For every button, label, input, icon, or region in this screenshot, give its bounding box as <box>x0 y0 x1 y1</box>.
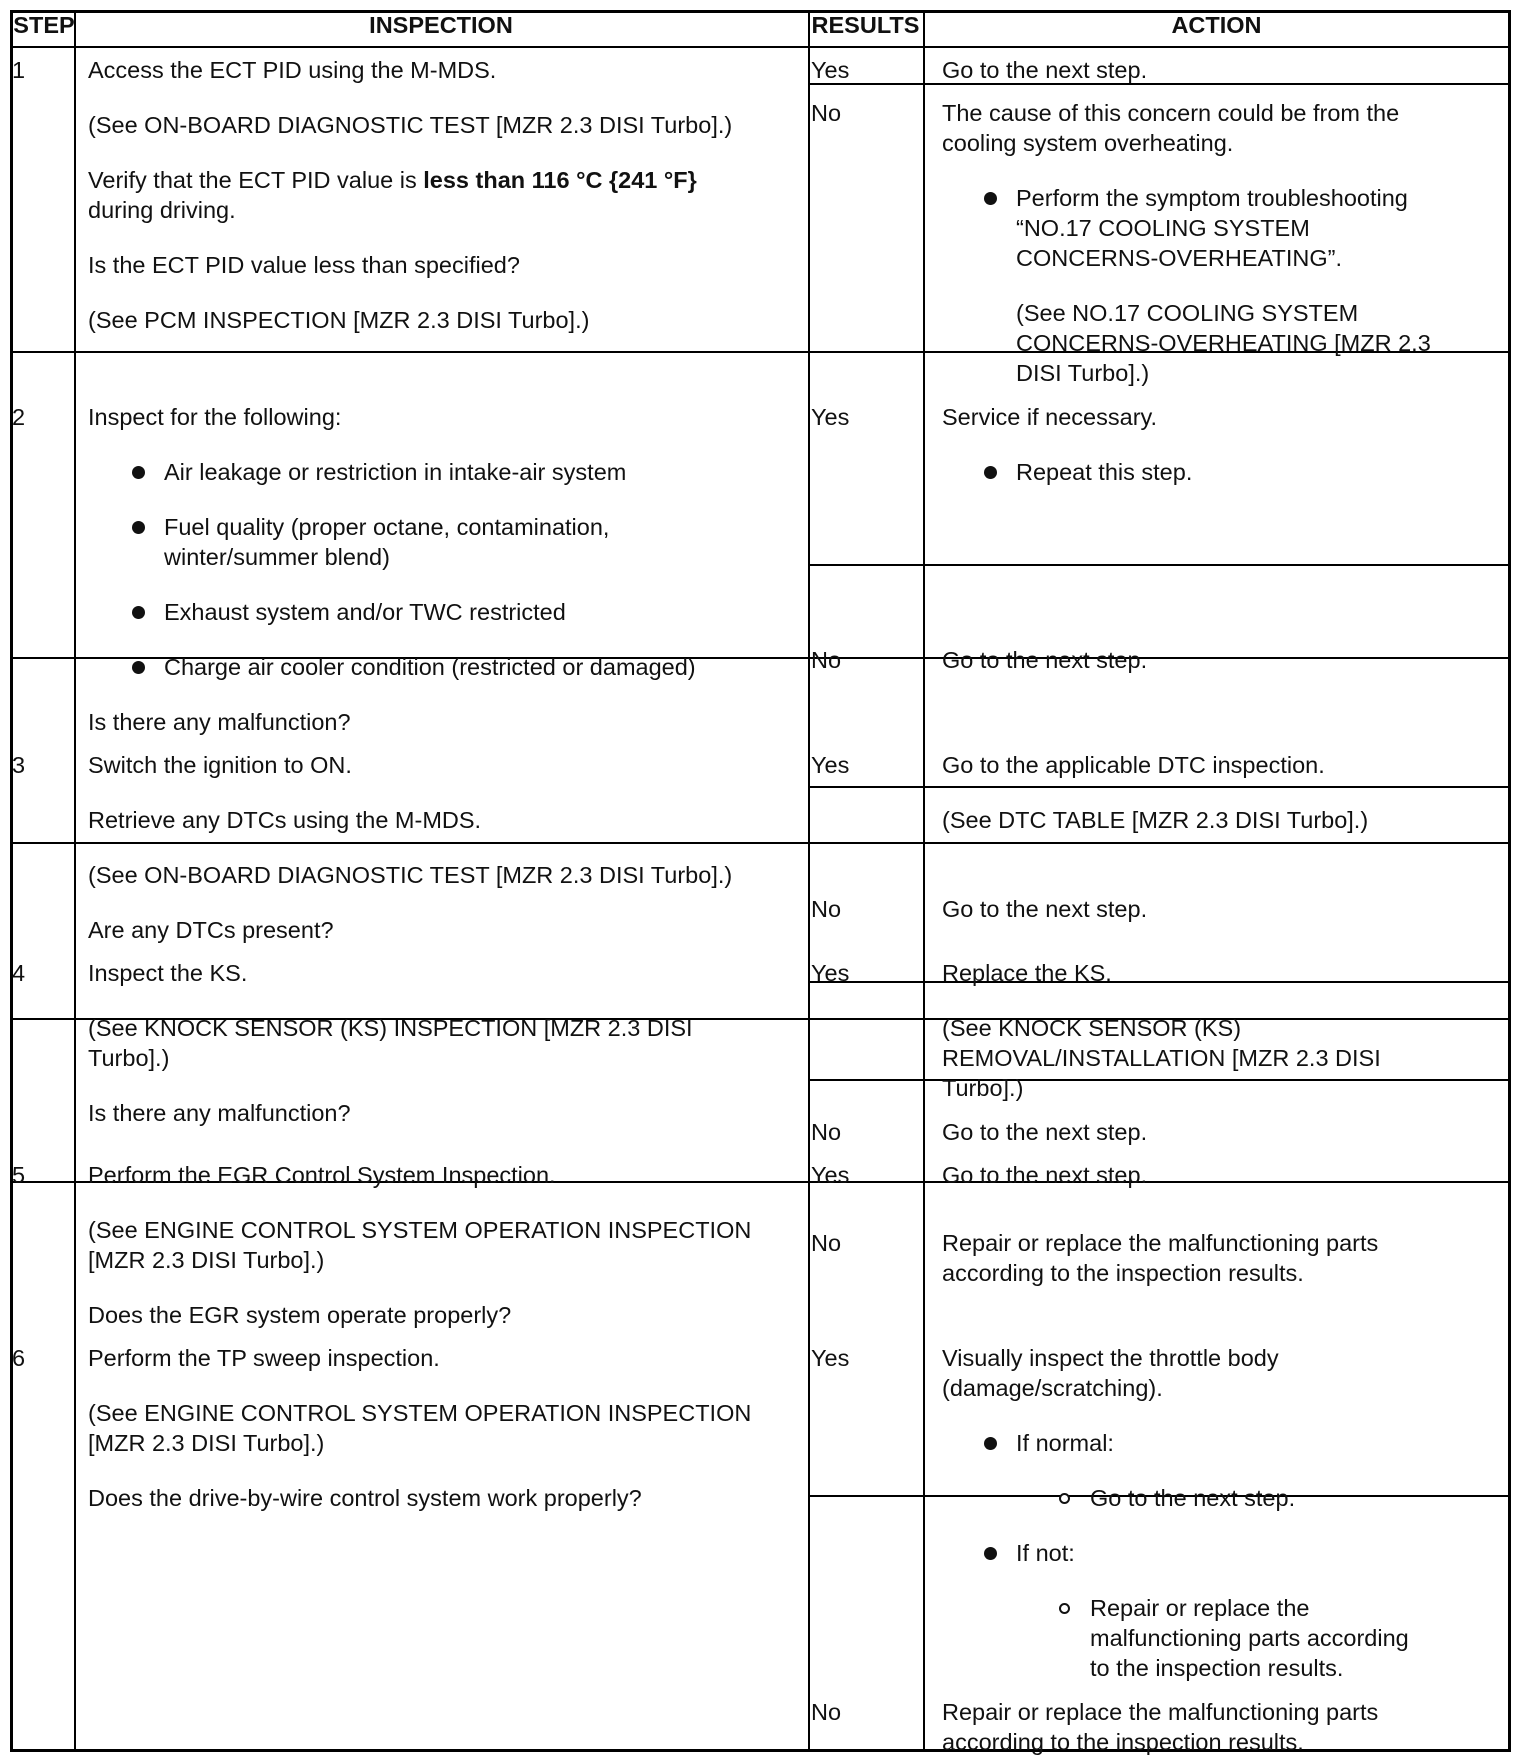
action-reference: (See DTC TABLE [MZR 2.3 DISI Turbo].) <box>942 807 1369 833</box>
inspection-text: winter/summer blend) <box>164 544 390 570</box>
inspection-reference: (See ENGINE CONTROL SYSTEM OPERATION INSPECTION <box>88 1217 752 1243</box>
inspection-reference: (See KNOCK SENSOR (KS) INSPECTION [MZR 2.3 DISI <box>88 1015 693 1041</box>
header-results: RESULTS <box>811 12 920 38</box>
inspection-text: Retrieve any DTCs using the M-MDS. <box>88 807 482 833</box>
step-number: 1 <box>12 57 26 83</box>
header-step: STEP <box>13 12 75 38</box>
inspection-reference: [MZR 2.3 DISI Turbo].) <box>88 1430 325 1456</box>
action-text: Replace the KS. <box>942 960 1112 986</box>
inspection-reference: [MZR 2.3 DISI Turbo].) <box>88 1247 325 1273</box>
action-text: (damage/scratching). <box>942 1375 1163 1401</box>
result-yes: Yes <box>811 1345 850 1371</box>
action-reference: Turbo].) <box>942 1075 1024 1101</box>
action-text: Visually inspect the throttle body <box>942 1345 1279 1371</box>
grid-line <box>923 13 925 1749</box>
action-bullet: If normal: <box>980 1428 1114 1458</box>
result-yes: Yes <box>811 752 850 778</box>
action-text: Go to the next step. <box>942 647 1148 673</box>
header-inspection: INSPECTION <box>369 12 513 38</box>
inspection-question: Does the EGR system operate properly? <box>88 1302 512 1328</box>
inspection-question: Is there any malfunction? <box>88 1100 351 1126</box>
step-number: 3 <box>12 752 26 778</box>
result-no: No <box>811 1119 842 1145</box>
result-yes: Yes <box>811 404 850 430</box>
inspection-reference: (See PCM INSPECTION [MZR 2.3 DISI Turbo].) <box>88 307 590 333</box>
step-number: 2 <box>12 404 26 430</box>
action-text: Go to the next step. <box>942 1162 1148 1188</box>
result-no: No <box>811 647 842 673</box>
inspection-bullet: Air leakage or restriction in intake-air system <box>128 457 626 487</box>
inspection-text: Inspect the KS. <box>88 960 248 986</box>
result-no: No <box>811 1230 842 1256</box>
step-number: 6 <box>12 1345 26 1371</box>
inspection-reference: Turbo].) <box>88 1045 170 1071</box>
grid-line <box>808 1079 1508 1081</box>
inspection-text: Access the ECT PID using the M-MDS. <box>88 57 497 83</box>
action-sub-bullet: Repair or replace the <box>1054 1593 1309 1623</box>
inspection-question: Does the drive-by-wire control system work properly? <box>88 1485 642 1511</box>
result-no: No <box>811 896 842 922</box>
action-text: Go to the next step. <box>942 1119 1148 1145</box>
inspection-spec-value: less than 116 °C {241 °F} <box>423 167 697 193</box>
action-text: “NO.17 COOLING SYSTEM <box>1016 215 1310 241</box>
action-bullet: If not: <box>980 1538 1075 1568</box>
inspection-text: Perform the EGR Control System Inspection. <box>88 1162 556 1188</box>
grid-line <box>808 564 1508 566</box>
action-text: according to the inspection results. <box>942 1729 1304 1755</box>
inspection-question: Is the ECT PID value less than specified? <box>88 252 520 278</box>
action-text: to the inspection results. <box>1090 1655 1344 1681</box>
inspection-question: Are any DTCs present? <box>88 917 334 943</box>
inspection-bullet: Charge air cooler condition (restricted or damaged) <box>128 652 696 682</box>
action-reference: CONCERNS-OVERHEATING [MZR 2.3 <box>1016 330 1431 356</box>
inspection-reference: (See ON-BOARD DIAGNOSTIC TEST [MZR 2.3 DISI Turbo].) <box>88 112 733 138</box>
action-text: Service if necessary. <box>942 404 1158 430</box>
action-text: according to the inspection results. <box>942 1260 1304 1286</box>
inspection-bullet: Exhaust system and/or TWC restricted <box>128 597 566 627</box>
action-bullet: Repeat this step. <box>980 457 1192 487</box>
action-text: Go to the next step. <box>942 896 1148 922</box>
action-text: The cause of this concern could be from the <box>942 100 1400 126</box>
inspection-reference: (See ON-BOARD DIAGNOSTIC TEST [MZR 2.3 DISI Turbo].) <box>88 862 733 888</box>
grid-line <box>808 83 1508 85</box>
action-reference: (See KNOCK SENSOR (KS) <box>942 1015 1242 1041</box>
inspection-reference: (See ENGINE CONTROL SYSTEM OPERATION INSPECTION <box>88 1400 752 1426</box>
action-bullet: Perform the symptom troubleshooting <box>980 183 1408 213</box>
action-text: Go to the applicable DTC inspection. <box>942 752 1325 778</box>
step-number: 4 <box>12 960 26 986</box>
grid-line <box>808 981 1508 983</box>
result-no: No <box>811 100 842 126</box>
action-reference: (See NO.17 COOLING SYSTEM <box>1016 300 1359 326</box>
inspection-text: Perform the TP sweep inspection. <box>88 1345 440 1371</box>
inspection-bullet: Fuel quality (proper octane, contamination, <box>128 512 609 542</box>
result-no: No <box>811 1699 842 1725</box>
inspection-text: Switch the ignition to ON. <box>88 752 352 778</box>
grid-line <box>74 13 76 1749</box>
action-text: malfunctioning parts according <box>1090 1625 1409 1651</box>
action-text: Go to the next step. <box>942 57 1148 83</box>
step-number: 5 <box>12 1162 26 1188</box>
action-sub-bullet: Go to the next step. <box>1054 1483 1295 1513</box>
action-text: cooling system overheating. <box>942 130 1234 156</box>
action-text: CONCERNS-OVERHEATING”. <box>1016 245 1342 271</box>
grid-line <box>808 13 810 1749</box>
inspection-text-part: Verify that the ECT PID value is <box>88 167 424 193</box>
result-yes: Yes <box>811 960 850 986</box>
inspection-text <box>88 165 697 195</box>
grid-line <box>13 46 1508 48</box>
grid-line <box>13 842 1508 844</box>
inspection-text: Inspect for the following: <box>88 404 342 430</box>
header-action: ACTION <box>1171 12 1262 38</box>
inspection-question: Is there any malfunction? <box>88 709 351 735</box>
action-text: Repair or replace the malfunctioning parts <box>942 1699 1379 1725</box>
inspection-text: during driving. <box>88 197 236 223</box>
action-reference: REMOVAL/INSTALLATION [MZR 2.3 DISI <box>942 1045 1381 1071</box>
action-reference: DISI Turbo].) <box>1016 360 1150 386</box>
grid-line <box>808 786 1508 788</box>
action-text: Repair or replace the malfunctioning parts <box>942 1230 1379 1256</box>
result-yes: Yes <box>811 1162 850 1188</box>
result-yes: Yes <box>811 57 850 83</box>
